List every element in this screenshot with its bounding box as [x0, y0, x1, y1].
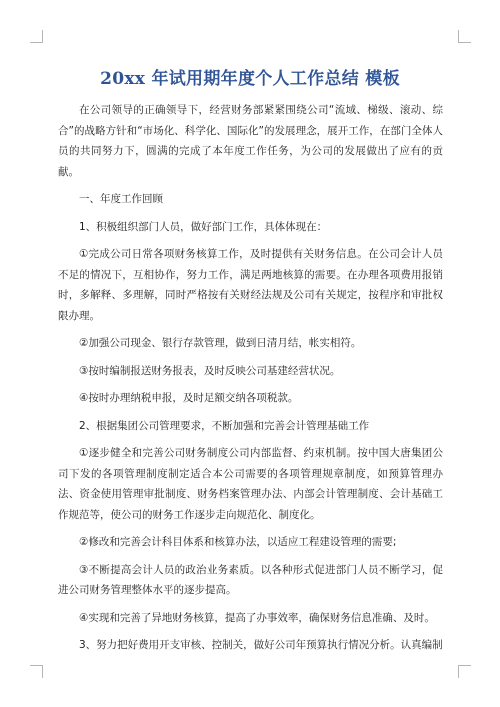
section-heading-review: 一、年度工作回顾 [79, 193, 163, 205]
paragraph-item-1: 1、积极组织部门人员，做好部门工作，具体体现在： [79, 220, 328, 233]
page-corner-mark-bottom-right [458, 665, 471, 678]
paragraph-item-3: 3、努力把好费用开支审核、控制关，做好公司年预算执行情况分析。认真编制 [79, 639, 443, 651]
paragraph-sub-item-2-4: ④实现和完善了异地财务核算，提高了办事效率，确保财务信息准确、及时。 [79, 611, 435, 624]
paragraph-sub-item-1-1: ①完成公司日常各项财务核算工作，及时提供有关财务信息。在公司会计人员不足的情况下，互相协作，努力工作，满足两地核算的需要。在办理各项费用报销时，多解释、多理解，同时严格按有关财经法规及公司有关规定，按程序和审批权限办理。 [58, 248, 443, 322]
page-corner-mark-top-right [458, 30, 471, 43]
paragraph-sub-item-1-2: ②加强公司现金、银行存款管理，做到日清月结，帐实相符。 [79, 337, 362, 349]
paragraph-intro: 在公司领导的正确领导下，经营财务部紧紧围绕公司“流域、梯级、滚动、综合”的战略方针和“市场化、科学化、国际化”的发展理念，展开工作，在部门全体人员的共同努力下，圆满的完成了本年度工作任务，为公司的发展做出了应有的贡献。 [58, 104, 443, 178]
document-title: 20xx 年试用期年度个人工作总结 模板 [100, 69, 400, 89]
paragraph-sub-item-2-2: ②修改和完善会计科目体系和核算办法，以适应工程建设管理的需要; [79, 536, 397, 548]
document-body [58, 100, 443, 663]
page-corner-mark-top-left [30, 30, 43, 43]
page-corner-mark-bottom-left [30, 665, 43, 678]
paragraph-sub-item-1-3: ③按时编制报送财务报表，及时反映公司基建经营状况。 [79, 364, 341, 377]
paragraph-item-2: 2、根据集团公司管理要求，不断加强和完善会计管理基础工作 [79, 419, 370, 432]
paragraph-sub-item-1-4: ④按时办理纳税申报，及时足额交纳各项税款。 [79, 392, 299, 404]
paragraph-sub-item-2-3: ③不断提高会计人员的政治业务素质。以各种形式促进部门人员不断学习，促进公司财务管理整体水平的逐步提高。 [58, 563, 443, 596]
paragraph-sub-item-2-1: ①逐步健全和完善公司财务制度公司内部监督、约束机制。按中国大唐集团公司下发的各项管理制度制定适合本公司需要的各项管理规章制度，如预算管理办法、资金使用管理审批制度、财务档案管理办法、内部会计管理制度、会计基础工作规范等，使公司的财务工作逐步走向规范化、制度化。 [58, 447, 443, 521]
